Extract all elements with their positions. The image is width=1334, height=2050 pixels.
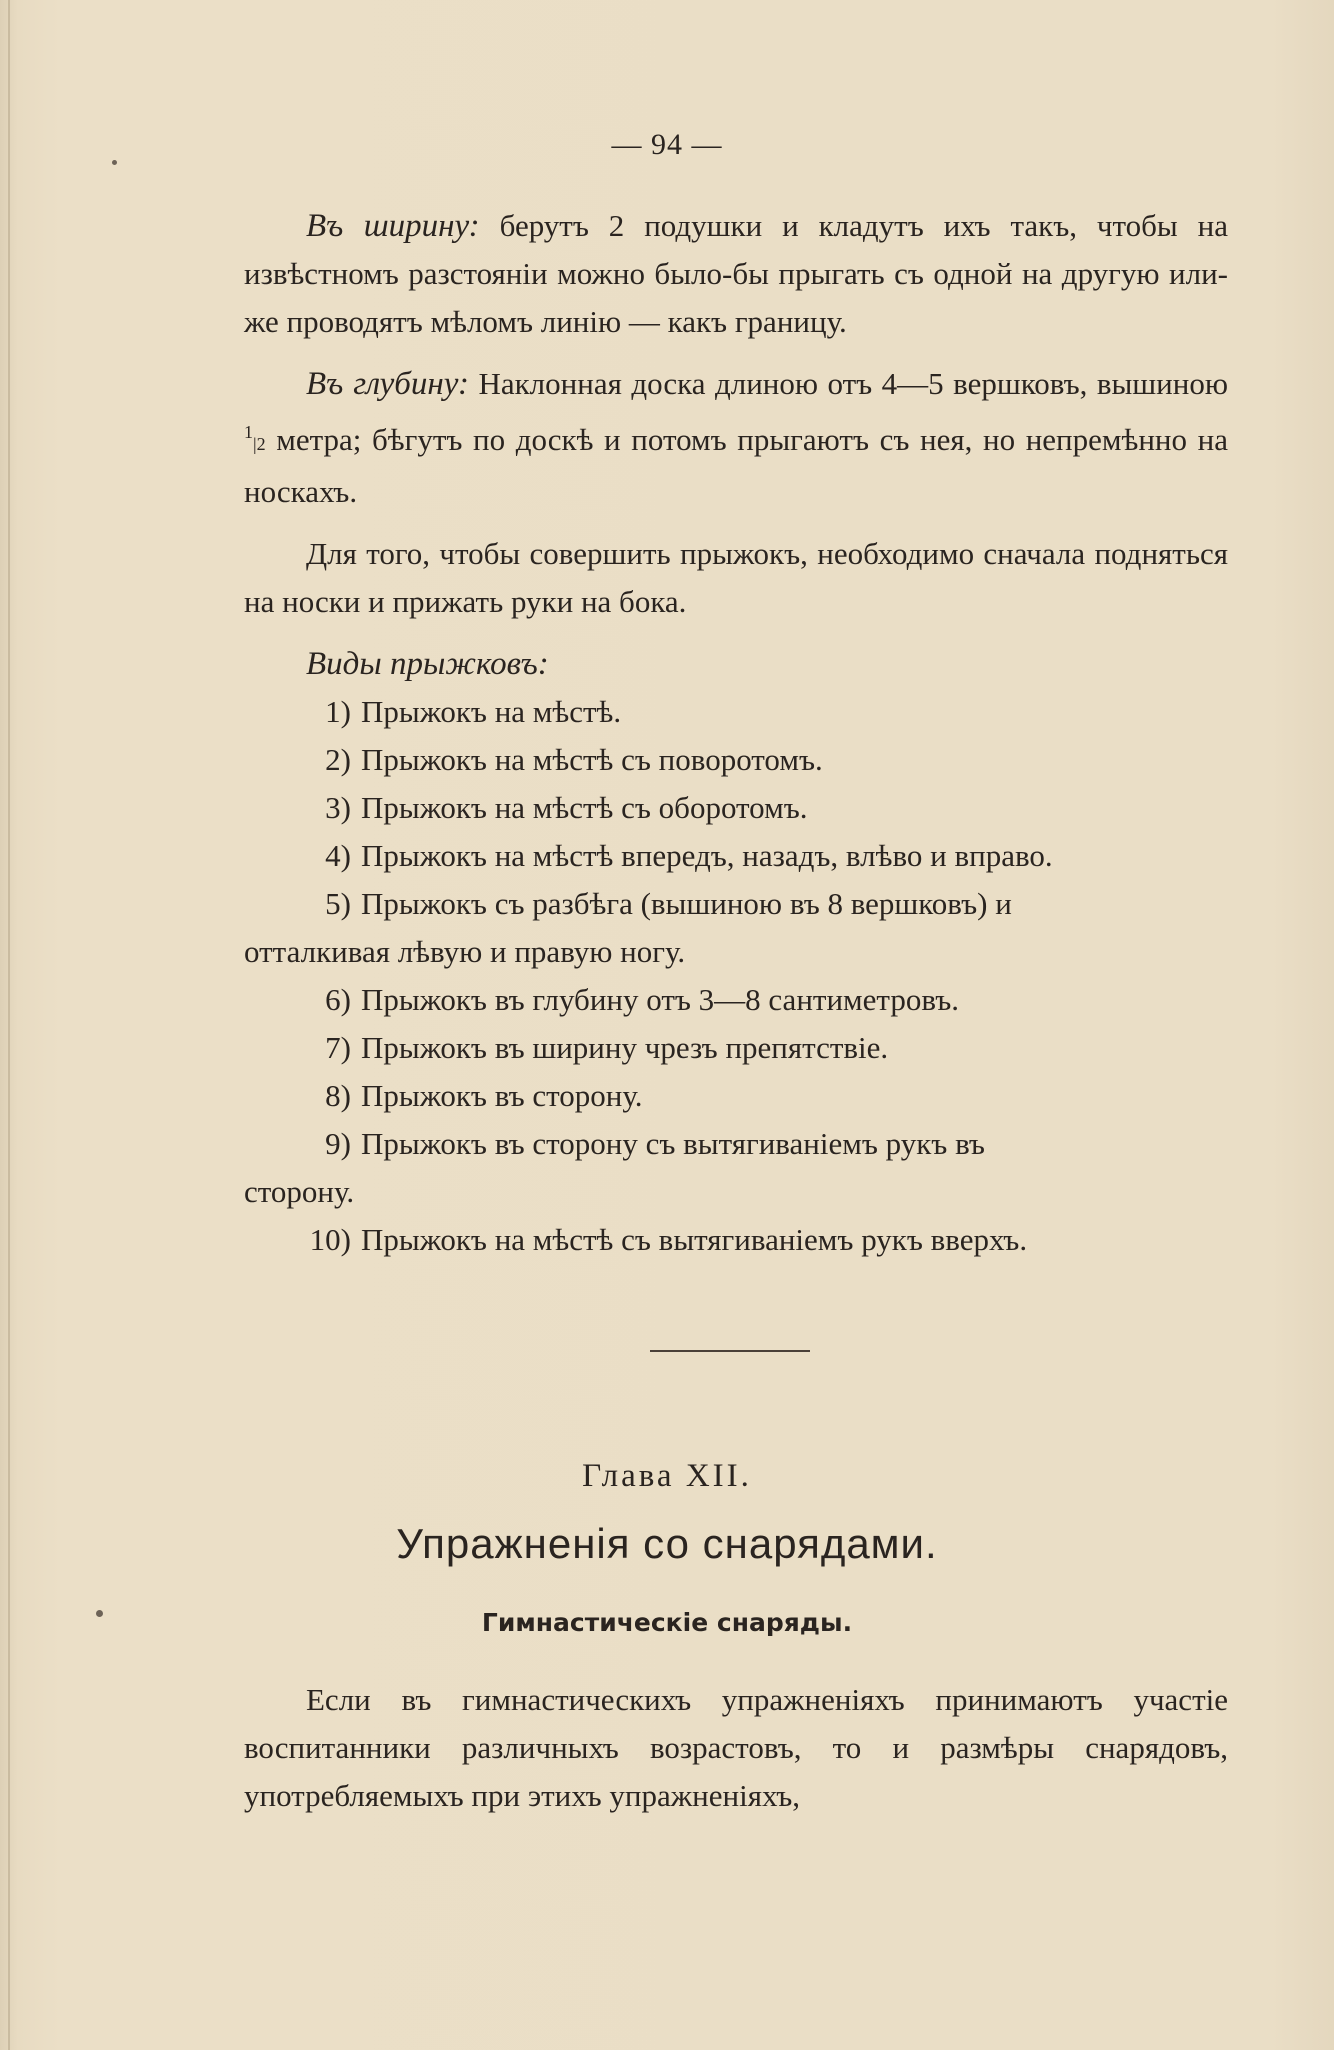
- list-number: 9): [325, 1126, 351, 1161]
- list-item: [244, 976, 1228, 1024]
- fraction-numerator: 1: [244, 422, 253, 442]
- list-item: [244, 1024, 1228, 1072]
- list-item: [244, 832, 1228, 880]
- list-text: Прыжокъ съ разбѣга (вышиною въ 8 вершковъ) и: [361, 886, 1012, 921]
- list-number: 10): [309, 1222, 351, 1257]
- list-text: Прыжокъ въ ширину чрезъ препятствіе.: [361, 1030, 889, 1065]
- chapter-title: Упражненія со снарядами.: [396, 1520, 938, 1567]
- page-edge: [8, 0, 10, 2050]
- list-number: 8): [325, 1078, 351, 1113]
- list-number: 1): [325, 694, 351, 729]
- paragraph-heading: Въ ширину:: [306, 208, 480, 244]
- chapter-text: [244, 1676, 1228, 1820]
- paragraph-depth: Въ глубину: Наклонная доска длиною отъ 4—5 вершковъ, вышиною $^1$|2 метра; бѣгутъ по доскѣ и потомъ прыгаютъ съ нея, но непремѣнно на носкахъ.: [244, 366, 1229, 509]
- list-text: Прыжокъ въ сторону.: [361, 1078, 643, 1113]
- list-number: 2): [325, 742, 351, 777]
- list-text-continuation: сторону.: [244, 1174, 355, 1209]
- list-item: [244, 736, 1228, 784]
- list-number: 4): [325, 838, 351, 873]
- list-item: [244, 880, 1228, 928]
- list-text: Прыжокъ на мѣстѣ.: [361, 694, 622, 729]
- chapter-divider: [650, 1350, 810, 1352]
- jump-types-list: [244, 688, 1228, 1264]
- list-text-continuation: отталкивая лѣвую и правую ногу.: [244, 934, 686, 969]
- list-text: Прыжокъ въ сторону съ вытягиваніемъ рукъ въ: [361, 1126, 985, 1161]
- list-number: 3): [325, 790, 351, 825]
- list-text: Прыжокъ на мѣстѣ съ вытягиваніемъ рукъ вверхъ.: [361, 1222, 1028, 1257]
- list-item: [244, 784, 1228, 832]
- main-text: [244, 202, 1228, 1264]
- paragraph-apparatus: Если въ гимнастическихъ упражненіяхъ принимаютъ участіе воспитанники различныхъ возрастовъ, то и размѣры снарядовъ, употребляемыхъ при этихъ упражненіяхъ,: [244, 1682, 1228, 1813]
- list-text: Прыжокъ въ глубину отъ 3—8 сантиметровъ.: [361, 982, 959, 1017]
- list-number: 6): [325, 982, 351, 1017]
- paragraph-types-heading: Виды прыжковъ:: [306, 646, 549, 682]
- section-title: Гимнастическіе снаряды.: [481, 1608, 853, 1637]
- chapter-number: Глава XII.: [582, 1458, 752, 1494]
- list-number: 7): [325, 1030, 351, 1065]
- list-item: [244, 1120, 1228, 1168]
- list-item: [244, 1216, 1228, 1264]
- list-number: 5): [325, 886, 351, 921]
- list-item: [244, 688, 1228, 736]
- paragraph-width: Въ ширину: берутъ 2 подушки и кладутъ ихъ такъ, чтобы на извѣстномъ разстояніи можно было-бы прыгать съ одной на другую или-же проводятъ мѣломъ линію — какъ границу.: [244, 208, 1228, 339]
- list-text: Прыжокъ на мѣстѣ съ оборотомъ.: [361, 790, 808, 825]
- list-text: Прыжокъ на мѣстѣ съ поворотомъ.: [361, 742, 823, 777]
- list-item: [244, 1072, 1228, 1120]
- paragraph-heading: Въ глубину:: [306, 366, 469, 402]
- paragraph-instructions: Для того, чтобы совершить прыжокъ, необходимо сначала подняться на носки и прижать руки на бока.: [244, 536, 1228, 619]
- fraction-denominator: |2: [253, 434, 266, 454]
- page-number: — 94 —: [611, 128, 723, 161]
- list-text: Прыжокъ на мѣстѣ впередъ, назадъ, влѣво и вправо.: [361, 838, 1053, 873]
